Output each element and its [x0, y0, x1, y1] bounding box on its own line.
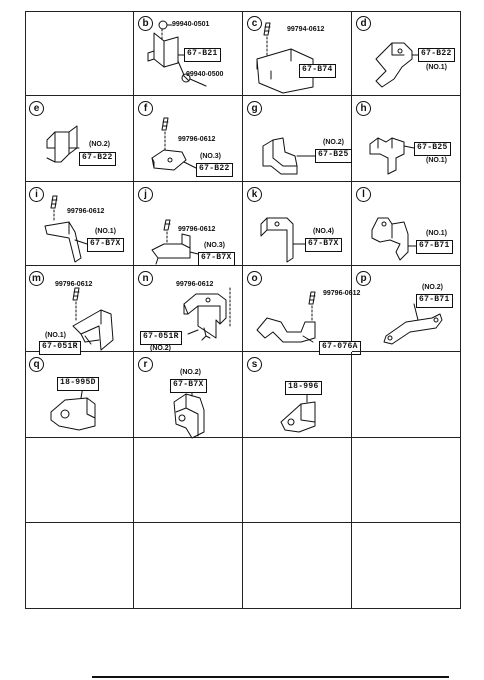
note-i-1: (NO.1) — [95, 228, 116, 235]
callout-q: q — [29, 357, 44, 372]
bracket-m-drawing — [25, 266, 134, 352]
callout-j: j — [138, 187, 153, 202]
cell-h — [352, 96, 461, 182]
cell-r — [134, 352, 243, 438]
part-number-m-1: 99796-0612 — [55, 281, 93, 288]
cell-empty-r7c4 — [352, 523, 461, 609]
bracket-q-drawing — [25, 352, 134, 438]
note-e-1: (NO.2) — [89, 141, 110, 148]
part-label-f-2: 67-B22 — [196, 163, 233, 177]
cell-empty-r6c4 — [352, 438, 461, 523]
part-label-o-2: 67-076A — [319, 341, 361, 355]
bracket-s-drawing — [243, 352, 352, 438]
callout-c: c — [247, 16, 262, 31]
cell-f — [134, 96, 243, 182]
cell-e — [25, 96, 134, 182]
callout-k: k — [247, 187, 262, 202]
callout-d: d — [356, 16, 371, 31]
part-number-b-3: 99940-0500 — [186, 71, 224, 78]
callout-f: f — [138, 101, 153, 116]
cell-b — [134, 11, 243, 96]
part-label-j-2: 67-B7X — [198, 252, 235, 266]
part-label-i-2: 67-B7X — [87, 238, 124, 252]
note-m-1: (NO.1) — [45, 332, 66, 339]
part-label-b-2: 67-B21 — [184, 48, 221, 62]
cell-s — [243, 352, 352, 438]
cell-empty-r6c1 — [25, 438, 134, 523]
part-number-n-1: 99796-0612 — [176, 281, 214, 288]
part-label-e-1: 67-B22 — [79, 152, 116, 166]
part-label-p-1: 67-B71 — [416, 294, 453, 308]
callout-b: b — [138, 16, 153, 31]
bracket-e-drawing — [25, 96, 134, 182]
cell-empty-r7c2 — [134, 523, 243, 609]
note-j-1: (NO.3) — [204, 242, 225, 249]
callout-e: e — [29, 101, 44, 116]
callout-o: o — [247, 271, 262, 286]
cell-k — [243, 182, 352, 266]
callout-l: l — [356, 187, 371, 202]
note-p-1: (NO.2) — [422, 284, 443, 291]
cell-a-empty — [25, 11, 134, 96]
part-label-q-1: 18-995D — [57, 377, 99, 391]
part-label-l-1: 67-B71 — [416, 240, 453, 254]
note-d-1: (NO.1) — [426, 64, 447, 71]
part-number-o-1: 99796-0612 — [323, 290, 361, 297]
bracket-h-drawing — [352, 96, 461, 182]
bracket-p-drawing — [352, 266, 461, 352]
bracket-k-drawing — [243, 182, 352, 266]
cell-d — [352, 11, 461, 96]
cell-empty-r7c1 — [25, 523, 134, 609]
cell-n — [134, 266, 243, 352]
cell-empty-r7c3 — [243, 523, 352, 609]
part-number-c-1: 99794-0612 — [287, 26, 325, 33]
cell-o — [243, 266, 361, 352]
cell-empty-r6c3 — [243, 438, 352, 523]
part-label-m-2: 67-051R — [39, 341, 81, 355]
bracket-c-drawing — [243, 11, 352, 96]
cell-q — [25, 352, 134, 438]
part-label-r-1: 67-B7X — [170, 379, 207, 393]
note-r-1: (NO.2) — [180, 369, 201, 376]
note-l-1: (NO.1) — [426, 230, 447, 237]
footer-rule — [92, 676, 449, 678]
part-label-n-2: 67-051R — [140, 331, 182, 345]
note-g-1: (NO.2) — [323, 139, 344, 146]
parts-diagram-grid — [25, 11, 461, 609]
cell-i — [25, 182, 134, 266]
callout-n: n — [138, 271, 153, 286]
part-label-k-1: 67-B7X — [305, 238, 342, 252]
callout-r: r — [138, 357, 153, 372]
part-label-g-1: 67-B25 — [315, 149, 352, 163]
note-f-1: (NO.3) — [200, 153, 221, 160]
callout-i: i — [29, 187, 44, 202]
callout-h: h — [356, 101, 371, 116]
bracket-o-drawing — [243, 266, 352, 352]
note-n-1: (NO.2) — [150, 345, 171, 352]
cell-g — [243, 96, 352, 182]
callout-g: g — [247, 101, 262, 116]
note-k-1: (NO.4) — [313, 228, 334, 235]
cell-j — [134, 182, 243, 266]
cell-empty-r5c4 — [352, 352, 461, 438]
part-label-s-1: 18-996 — [285, 381, 322, 395]
callout-s: s — [247, 357, 262, 372]
part-number-b-1: 99940-0501 — [172, 21, 210, 28]
part-number-j-1: 99796-0612 — [178, 226, 216, 233]
cell-p — [352, 266, 461, 352]
callout-p: p — [356, 271, 371, 286]
cell-c — [243, 11, 352, 96]
part-number-i-1: 99796-0612 — [67, 208, 105, 215]
part-label-d-1: 67-B22 — [418, 48, 455, 62]
bracket-i-drawing — [25, 182, 134, 266]
callout-m: m — [29, 271, 44, 286]
note-h-1: (NO.1) — [426, 157, 447, 164]
bracket-r-drawing — [134, 352, 243, 438]
cell-empty-r6c2 — [134, 438, 243, 523]
part-label-h-1: 67-B25 — [414, 142, 451, 156]
cell-m — [25, 266, 134, 352]
part-number-f-1: 99796-0612 — [178, 136, 216, 143]
part-label-c-2: 67-B74 — [299, 64, 336, 78]
cell-l — [352, 182, 461, 266]
